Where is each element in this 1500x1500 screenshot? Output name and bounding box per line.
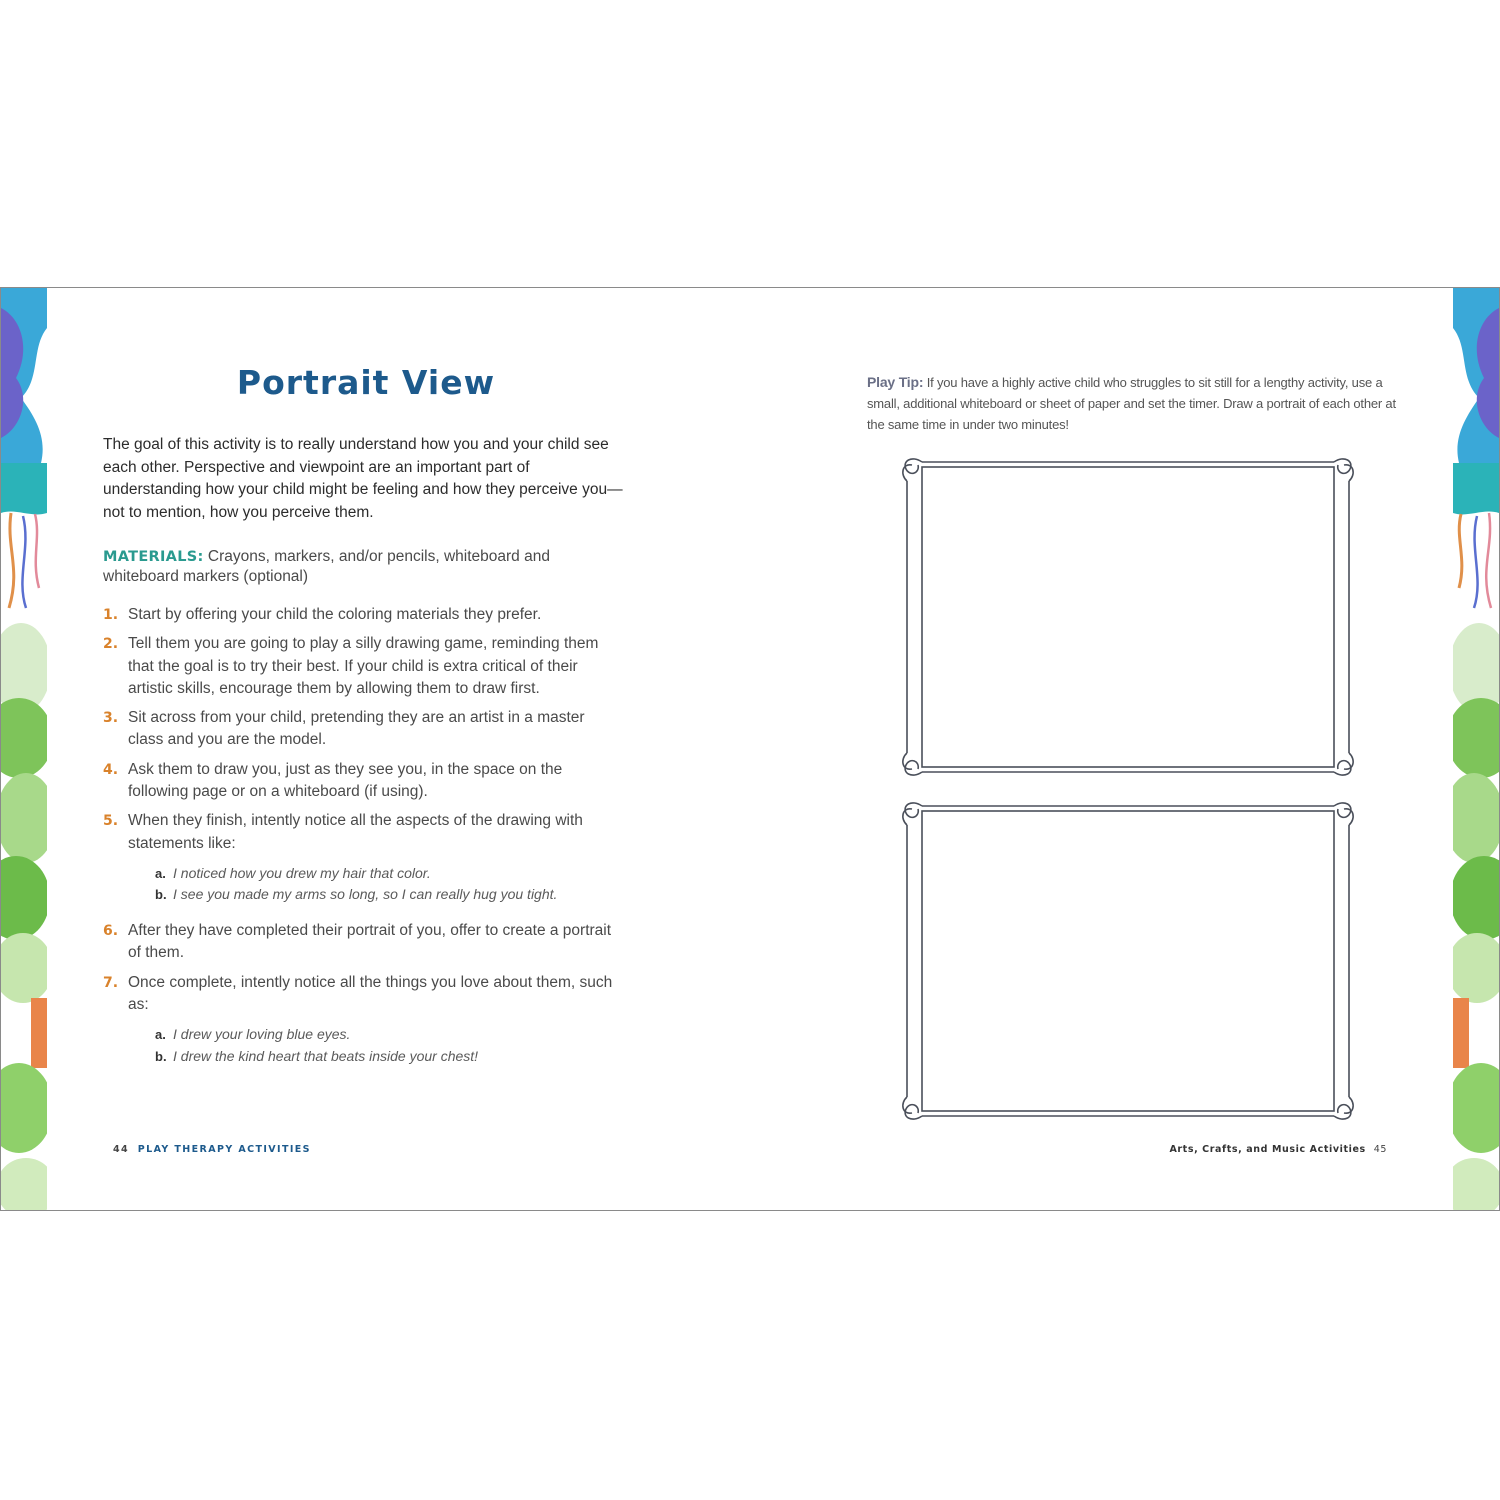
- list-item: [103, 810, 623, 855]
- step-number: 6.: [103, 922, 119, 939]
- step-text: When they finish, intently notice all the aspects of the drawing with statements like:: [128, 812, 583, 852]
- intro-paragraph: The goal of this activity is to really understand how you and your child see each other. Perspective and viewpoint are an important part of understanding how your child might be feeling and how they perceive you—not to mention, how you perceive them.: [103, 436, 623, 521]
- step-text: Tell them you are going to play a silly drawing game, reminding them that the goal is to try their best. If your child is extra critical of their artistic skills, encourage them by allowing them to draw first.: [128, 635, 599, 697]
- right-page-footer: [1169, 1144, 1387, 1155]
- materials-text: Crayons, markers, and/or pencils, whiteboard and whiteboard markers (optional): [103, 548, 550, 585]
- step-number: 7.: [103, 974, 119, 991]
- step-number: 5.: [103, 813, 119, 830]
- sub-letter: a.: [155, 865, 166, 881]
- page-title: Portrait View: [236, 363, 496, 402]
- left-page-footer: [113, 1144, 311, 1155]
- step-text: Sit across from your child, pretending they are an artist in a master class and you are the model.: [128, 709, 585, 749]
- sub-text: I drew the kind heart that beats inside your chest!: [173, 1047, 479, 1064]
- sub-list: [155, 863, 623, 906]
- sub-text: I drew your loving blue eyes.: [173, 1026, 351, 1043]
- play-tip: [867, 372, 1397, 435]
- step-text: Start by offering your child the coloring materials they prefer.: [128, 606, 542, 623]
- sub-item: [155, 863, 623, 885]
- step-text: After they have completed their portrait of you, offer to create a portrait of them.: [128, 921, 612, 962]
- list-item: [103, 604, 623, 626]
- list-item: [103, 633, 623, 700]
- list-item: [103, 759, 623, 804]
- sub-letter: b.: [155, 887, 167, 903]
- step-number: 1.: [103, 607, 119, 623]
- steps-list: [103, 604, 623, 1081]
- sub-list: [155, 1024, 623, 1067]
- tip-label: Play Tip:: [867, 374, 924, 390]
- step-number: 2.: [103, 636, 119, 653]
- page-number: 44: [113, 1144, 130, 1155]
- materials-label: MATERIALS:: [103, 549, 204, 565]
- sub-text: I noticed how you drew my hair that color.: [173, 864, 431, 881]
- sub-item: [155, 884, 623, 906]
- running-footer: PLAY THERAPY ACTIVITIES: [137, 1144, 311, 1155]
- page-number: 45: [1373, 1144, 1387, 1155]
- drawing-frame-bottom: [898, 797, 1358, 1125]
- step-number: 3.: [103, 710, 119, 727]
- materials-paragraph: [103, 547, 623, 587]
- book-spread: [0, 287, 1500, 1211]
- sub-letter: a.: [155, 1027, 166, 1043]
- running-footer: Arts, Crafts, and Music Activities: [1169, 1144, 1366, 1155]
- list-item: [103, 707, 623, 752]
- sub-letter: b.: [155, 1048, 167, 1064]
- sub-text: I see you made my arms so long, so I can really hug you tight.: [173, 886, 558, 903]
- step-text: Once complete, intently notice all the things you love about them, such as:: [128, 973, 613, 1013]
- step-text: Ask them to draw you, just as they see you, in the space on the following page or on a whiteboard (if using).: [128, 760, 563, 801]
- right-edge-illustration: [1453, 288, 1499, 1210]
- left-edge-illustration: [1, 288, 47, 1210]
- sub-item: [155, 1024, 623, 1046]
- list-item: [103, 920, 623, 965]
- list-item: [103, 972, 623, 1017]
- tip-text: If you have a highly active child who struggles to sit still for a lengthy activity, use a small, additional whiteboard or sheet of paper and set the timer. Draw a portrait of each other at the same time in under two minutes!: [867, 375, 1396, 432]
- sub-item: [155, 1046, 623, 1068]
- step-number: 4.: [103, 761, 119, 778]
- drawing-frame-top: [898, 453, 1358, 781]
